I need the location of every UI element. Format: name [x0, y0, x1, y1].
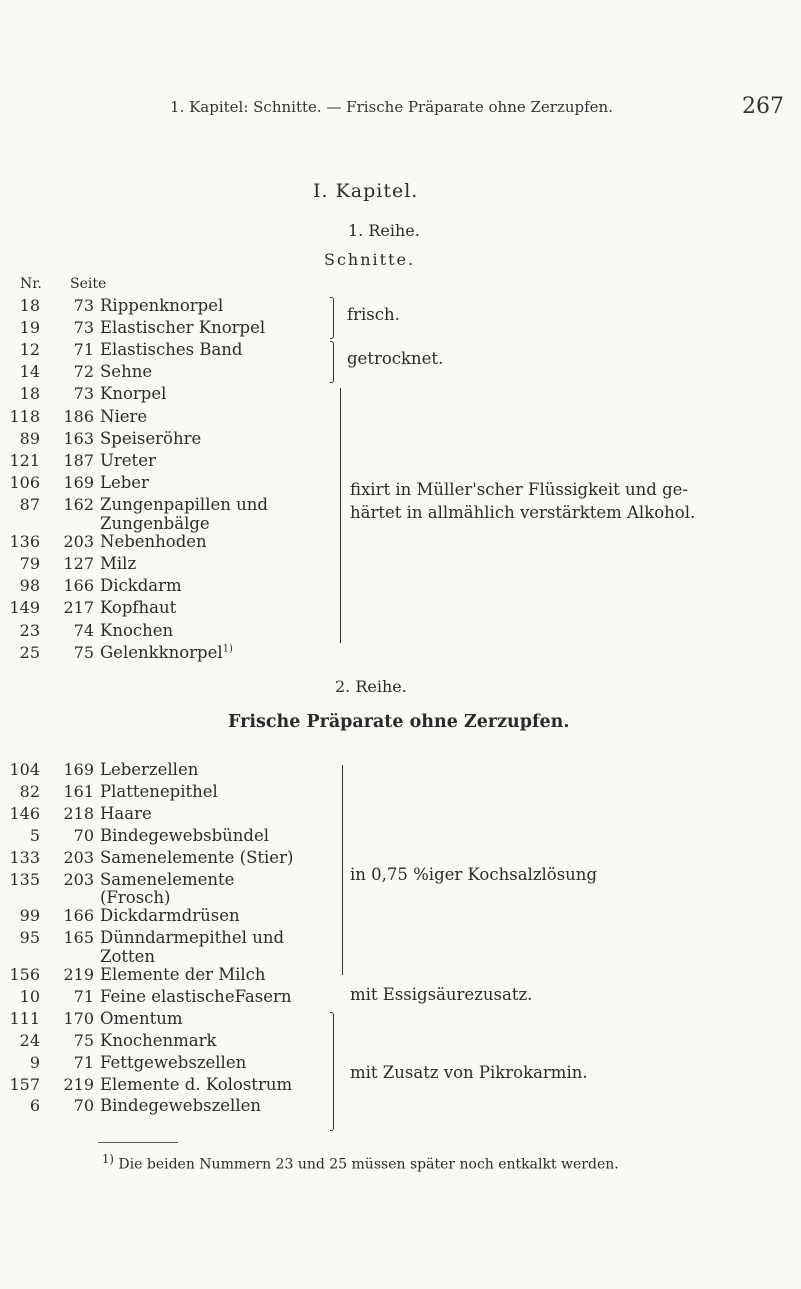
s2-row-name: Leberzellen	[100, 760, 199, 779]
s2-row-nr: 82	[19, 781, 40, 801]
s1-row-nr: 89	[19, 428, 40, 448]
s1-row-seite: 74	[73, 620, 94, 640]
s2-row-seite: 71	[73, 986, 94, 1006]
s2-row-nr: 156	[9, 965, 40, 984]
note-essig: mit Essigsäurezusatz.	[350, 985, 533, 1004]
s1-row-seite: 75	[73, 642, 94, 662]
footnote	[102, 1152, 619, 1173]
s1-row-seite: 217	[63, 598, 94, 618]
s1-row-name: Knochen	[100, 620, 174, 640]
s1-row-seite: 73	[73, 384, 94, 404]
s1-row-seite: 186	[63, 406, 94, 426]
footnote-mark: 1)	[102, 1152, 114, 1166]
s1-row-nr: 121	[9, 450, 40, 470]
s1-row-seite: 187	[63, 450, 94, 470]
s1-row-nr: 98	[19, 576, 40, 596]
section2-subheading: Frische Präparate ohne Zerzupfen.	[228, 712, 570, 732]
s1-row-nr: 23	[19, 620, 40, 640]
s2-row-name-continued: (Frosch)	[100, 888, 171, 908]
s2-row-name: Omentum	[100, 1008, 183, 1028]
footnote-text: Die beiden Nummern 23 und 25 müssen später noch entkalkt werden.	[118, 1156, 619, 1173]
s1-row-name: Zungenpapillen und	[100, 494, 268, 514]
note-fixirt-line1: fixirt in Müller'scher Flüssigkeit und ge-	[350, 480, 689, 499]
s2-row-nr: 135	[9, 869, 40, 889]
s2-row-name: Bindegewebsbündel	[100, 825, 270, 845]
s2-row-name: Fettgewebszellen	[100, 1052, 247, 1072]
s2-row-seite: 218	[63, 803, 94, 823]
s1-row-seite: 163	[63, 428, 94, 448]
s1-row-nr: 136	[9, 532, 40, 552]
note-kochsalz: in 0,75 %iger Kochsalzlösung	[350, 865, 598, 884]
brace-frisch	[330, 297, 334, 339]
section1-subheading: Schnitte.	[324, 250, 416, 269]
s2-row-seite: 166	[63, 906, 94, 926]
section1-heading: 1. Reihe.	[348, 221, 420, 240]
s1-row-name: Elastisches Band	[100, 340, 243, 360]
s2-row-name-continued: Zotten	[100, 947, 156, 967]
s1-row-seite: 71	[73, 340, 94, 360]
s2-row-name: Haare	[100, 803, 152, 823]
s1-row-seite: 73	[73, 296, 94, 315]
s1-row-seite: 73	[73, 318, 94, 338]
s2-row-nr: 95	[19, 928, 40, 948]
s1-row-seite: 127	[63, 554, 94, 574]
s2-row-seite: 165	[63, 928, 94, 948]
column-header-nr: Nr.	[20, 276, 42, 292]
s2-row-name: Elemente der Milch	[100, 965, 266, 984]
s1-row-seite: 72	[73, 362, 94, 382]
brace-getrocknet	[330, 341, 334, 383]
section2-heading: 2. Reihe.	[335, 677, 407, 696]
footnote-reference: 1)	[222, 643, 233, 655]
chapter-title: I. Kapitel.	[313, 180, 419, 202]
s2-row-seite: 71	[73, 1052, 94, 1072]
s2-row-seite: 219	[63, 965, 94, 984]
s1-row-seite: 203	[63, 532, 94, 552]
s1-row-seite: 162	[63, 494, 94, 514]
s2-row-seite: 70	[73, 1096, 94, 1116]
s1-row-nr: 14	[19, 362, 40, 382]
s2-row-name: Dünndarmepithel und	[100, 928, 285, 948]
s2-row-seite: 203	[63, 869, 94, 889]
bracket-line-kochsalz	[342, 765, 343, 975]
s1-row-nr: 79	[19, 554, 40, 574]
s1-row-nr: 18	[19, 384, 40, 404]
s2-row-seite: 219	[63, 1074, 94, 1094]
s2-row-name: Feine elastischeFasern	[100, 986, 292, 1006]
s2-row-seite: 161	[63, 781, 94, 801]
s2-row-nr: 99	[19, 906, 40, 926]
s2-row-name: Samenelemente (Stier)	[100, 847, 294, 867]
note-pikro: mit Zusatz von Pikrokarmin.	[350, 1063, 588, 1082]
note-getrocknet: getrocknet.	[347, 349, 444, 368]
note-fixirt-line2: härtet in allmählich verstärktem Alkohol.	[350, 503, 696, 522]
page-number: 267	[742, 94, 784, 119]
s1-row-name: Niere	[100, 406, 148, 426]
column-header-seite: Seite	[70, 276, 107, 292]
s1-row-nr: 87	[19, 494, 40, 514]
s2-row-nr: 9	[29, 1052, 40, 1072]
s2-row-name: Elemente d. Kolostrum	[100, 1074, 293, 1094]
s2-row-seite: 203	[63, 847, 94, 867]
s1-row-name: Ureter	[100, 450, 156, 470]
s1-row-name: Milz	[100, 554, 137, 574]
s2-row-nr: 111	[9, 1008, 40, 1028]
s1-row-name: Rippenknorpel	[100, 296, 224, 315]
s1-row-name: Dickdarm	[100, 576, 182, 596]
s1-row-nr: 25	[19, 642, 40, 662]
brace-pikro	[330, 1012, 334, 1131]
s1-row-seite: 169	[63, 472, 94, 492]
s1-row-name: Leber	[100, 472, 149, 492]
note-frisch: frisch.	[347, 305, 400, 324]
s2-row-name: Knochenmark	[100, 1030, 217, 1050]
s2-row-name: Bindegewebszellen	[100, 1096, 262, 1116]
s1-row-nr: 18	[19, 296, 40, 315]
bracket-line-fixirt	[340, 388, 341, 643]
s1-row-name: Elastischer Knorpel	[100, 318, 266, 338]
s2-row-nr: 146	[9, 803, 40, 823]
s1-row-nr: 19	[19, 318, 40, 338]
s2-row-name: Plattenepithel	[100, 781, 218, 801]
s2-row-seite: 169	[63, 760, 94, 779]
s1-row-name: Kopfhaut	[100, 598, 177, 618]
s1-row-nr: 118	[9, 406, 40, 426]
s1-row-nr: 12	[19, 340, 40, 360]
s1-row-name: Speiseröhre	[100, 428, 202, 448]
s1-row-name: Nebenhoden	[100, 532, 207, 552]
footnote-rule	[98, 1142, 178, 1143]
s1-row-seite: 166	[63, 576, 94, 596]
s2-row-name: Dickdarmdrüsen	[100, 906, 240, 926]
s1-row-nr: 106	[9, 472, 40, 492]
s1-row-nr: 149	[9, 598, 40, 618]
s2-row-nr: 24	[19, 1030, 40, 1050]
s2-row-nr: 104	[9, 760, 40, 779]
s2-row-nr: 6	[29, 1096, 40, 1116]
s1-row-name-continued: Zungenbälge	[100, 514, 210, 533]
s2-row-seite: 170	[63, 1008, 94, 1028]
s1-row-name: Gelenkknorpel$^{1)}$	[100, 642, 233, 662]
s1-row-name: Knorpel	[100, 384, 167, 404]
s2-row-nr: 157	[9, 1074, 40, 1094]
s2-row-nr: 10	[19, 986, 40, 1006]
s1-row-name: Sehne	[100, 362, 153, 382]
s2-row-nr: 133	[9, 847, 40, 867]
s2-row-seite: 70	[73, 825, 94, 845]
running-title: 1. Kapitel: Schnitte. — Frische Präparate ohne Zerzupfen.	[170, 98, 613, 116]
s2-row-seite: 75	[73, 1030, 94, 1050]
s2-row-nr: 5	[29, 825, 40, 845]
s2-row-name: Samenelemente	[100, 869, 235, 889]
